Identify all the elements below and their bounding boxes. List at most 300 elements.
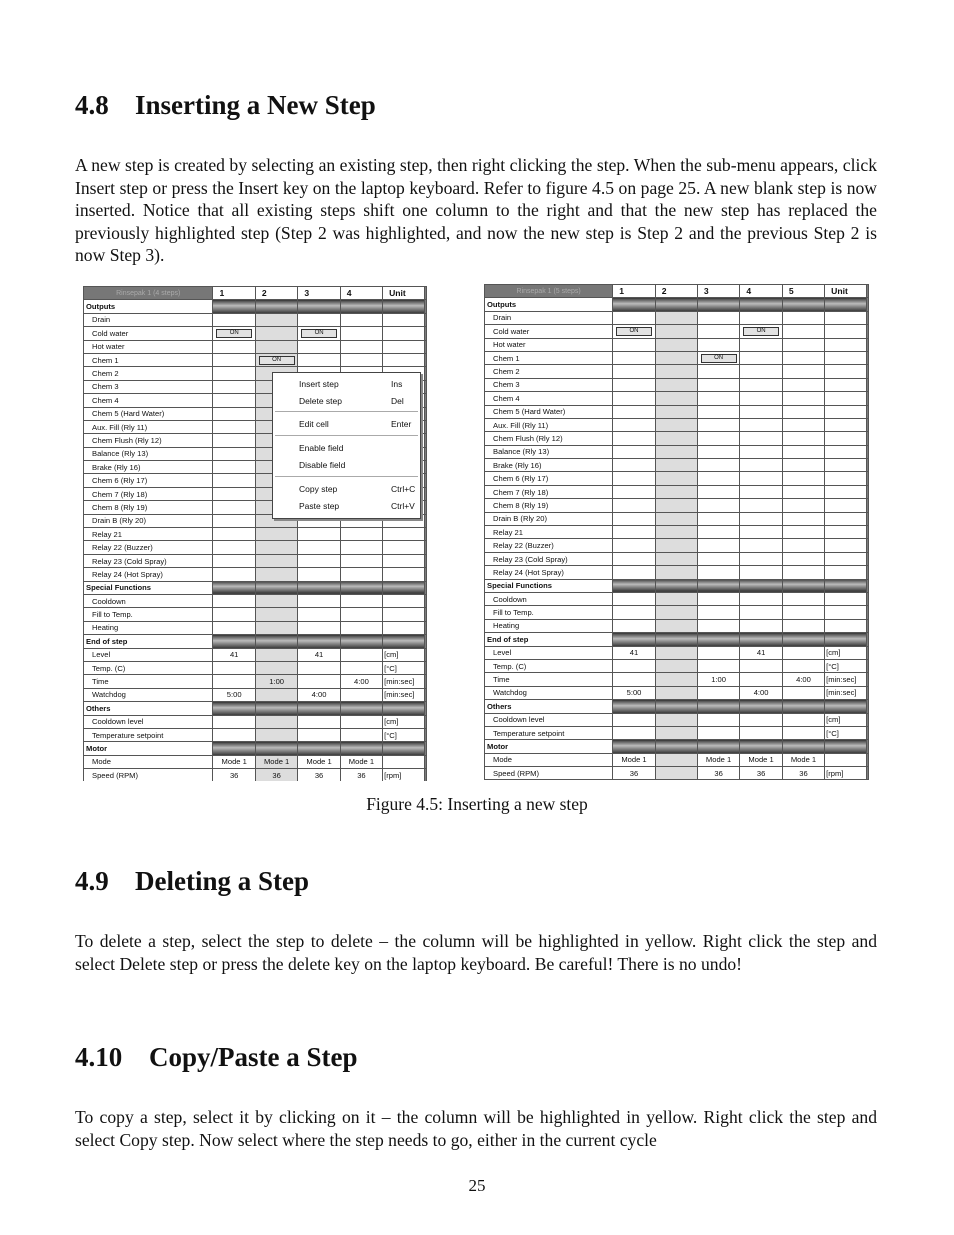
step-cell[interactable]: Mode 1 [298, 755, 340, 768]
unit-cell: [cm] [825, 713, 867, 726]
step-cell[interactable] [298, 353, 340, 366]
step-cell[interactable] [213, 487, 255, 500]
step-cell[interactable] [782, 405, 824, 418]
step-cell[interactable] [613, 499, 656, 512]
step-cell[interactable] [613, 606, 656, 619]
step-cell[interactable] [740, 432, 783, 445]
grid-row [485, 512, 869, 525]
step-cell[interactable] [255, 327, 297, 340]
step-cell[interactable] [740, 311, 783, 324]
step-cell[interactable] [255, 594, 297, 607]
step-cell[interactable] [697, 646, 740, 659]
step-cell[interactable] [740, 552, 783, 565]
step-cell[interactable] [613, 405, 656, 418]
step-cell[interactable] [213, 568, 255, 581]
step-cell[interactable] [697, 512, 740, 525]
step-cell[interactable] [697, 713, 740, 726]
section-bar [213, 581, 255, 594]
step-cell[interactable] [740, 418, 783, 431]
step-cell[interactable] [298, 728, 340, 741]
step-cell[interactable] [697, 472, 740, 485]
step-cell[interactable]: 5:00 [213, 688, 255, 701]
step-cell[interactable] [340, 340, 382, 353]
step-cell[interactable] [613, 619, 656, 632]
unit-cell: [rpm] [383, 769, 425, 781]
row-label: Relay 22 (Buzzer) [84, 541, 213, 554]
step-cell[interactable]: 41 [298, 648, 340, 661]
step-cell[interactable] [340, 621, 382, 634]
scroll-gradient [424, 447, 426, 460]
step-cell[interactable] [613, 592, 656, 605]
step-cell[interactable] [655, 619, 697, 632]
step-cell[interactable] [255, 648, 297, 661]
step-column-header[interactable]: 4 [740, 285, 783, 298]
on-toggle[interactable]: ON [701, 354, 737, 363]
step-cell[interactable] [697, 552, 740, 565]
step-cell[interactable] [655, 485, 697, 498]
step-cell[interactable]: Mode 1 [740, 753, 783, 766]
on-toggle[interactable]: ON [216, 329, 252, 338]
row-label: Chem 2 [84, 367, 213, 380]
step-cell[interactable] [655, 378, 697, 391]
step-cell[interactable] [213, 514, 255, 527]
step-cell[interactable] [655, 659, 697, 672]
step-cell[interactable] [255, 541, 297, 554]
step-cell[interactable] [213, 420, 255, 433]
step-cell[interactable] [213, 380, 255, 393]
scroll-gradient [866, 633, 868, 646]
step-cell[interactable] [213, 474, 255, 487]
scroll-gradient [866, 726, 868, 739]
step-cell[interactable] [740, 619, 783, 632]
step-cell[interactable] [740, 592, 783, 605]
step-cell[interactable] [782, 526, 824, 539]
step-cell[interactable] [298, 608, 340, 621]
step-cell[interactable]: 4:00 [298, 688, 340, 701]
step-cell[interactable] [782, 726, 824, 739]
step-cell[interactable]: 1:00 [697, 673, 740, 686]
step-cell[interactable] [740, 445, 783, 458]
context-menu-item[interactable] [273, 483, 420, 495]
context-menu-item[interactable] [273, 500, 420, 512]
step-cell[interactable] [655, 673, 697, 686]
step-cell[interactable] [782, 432, 824, 445]
step-cell[interactable] [213, 541, 255, 554]
step-cell[interactable] [740, 485, 783, 498]
step-cell[interactable] [697, 619, 740, 632]
step-cell[interactable] [613, 539, 656, 552]
step-cell[interactable] [298, 528, 340, 541]
step-cell[interactable] [655, 539, 697, 552]
step-cell[interactable] [613, 325, 656, 338]
step-cell[interactable] [697, 445, 740, 458]
step-cell[interactable] [255, 728, 297, 741]
step-cell[interactable] [213, 353, 255, 366]
step-column-header[interactable]: 5 [782, 285, 824, 298]
step-cell[interactable]: 36 [213, 769, 255, 781]
step-cell[interactable] [782, 686, 824, 699]
step-cell[interactable] [298, 554, 340, 567]
step-cell[interactable] [740, 726, 783, 739]
step-cell[interactable] [655, 418, 697, 431]
context-menu-item[interactable] [273, 442, 420, 454]
on-toggle[interactable]: ON [301, 329, 337, 338]
step-cell[interactable] [255, 608, 297, 621]
step-cell[interactable] [782, 338, 824, 351]
step-column-header[interactable]: 1 [213, 287, 255, 300]
context-menu-item[interactable] [273, 459, 420, 471]
step-cell[interactable] [655, 499, 697, 512]
step-cell[interactable] [782, 351, 824, 364]
step-cell[interactable] [782, 485, 824, 498]
step-cell[interactable] [655, 472, 697, 485]
step-cell[interactable] [655, 445, 697, 458]
step-cell[interactable] [213, 528, 255, 541]
step-cell[interactable] [213, 728, 255, 741]
step-cell[interactable] [697, 726, 740, 739]
step-cell[interactable] [255, 661, 297, 674]
section-label: Motor [485, 740, 613, 753]
step-cell[interactable] [655, 311, 697, 324]
step-cell[interactable] [213, 434, 255, 447]
step-cell[interactable] [782, 713, 824, 726]
step-cell[interactable] [613, 713, 656, 726]
step-cell[interactable] [613, 311, 656, 324]
step-cell[interactable] [613, 459, 656, 472]
step-cell[interactable]: 4:00 [740, 686, 783, 699]
step-cell[interactable] [255, 353, 297, 366]
step-cell[interactable] [740, 351, 783, 364]
step-cell[interactable] [298, 340, 340, 353]
grid-row [84, 300, 427, 313]
step-cell[interactable] [213, 394, 255, 407]
step-cell[interactable] [740, 365, 783, 378]
step-cell[interactable]: 5:00 [613, 686, 656, 699]
step-cell[interactable] [740, 392, 783, 405]
step-cell[interactable] [213, 367, 255, 380]
step-cell[interactable] [340, 327, 382, 340]
step-cell[interactable] [655, 392, 697, 405]
step-cell[interactable] [613, 418, 656, 431]
step-cell[interactable] [782, 325, 824, 338]
step-cell[interactable] [697, 432, 740, 445]
step-cell[interactable]: 36 [340, 769, 382, 781]
step-cell[interactable] [782, 378, 824, 391]
step-cell[interactable] [613, 365, 656, 378]
step-cell[interactable]: 36 [697, 767, 740, 780]
step-cell[interactable] [740, 606, 783, 619]
section-bar [655, 740, 697, 753]
step-cell[interactable] [697, 659, 740, 672]
section-bar [613, 298, 656, 311]
step-cell[interactable] [213, 461, 255, 474]
section-bar [213, 635, 255, 648]
step-cell[interactable] [697, 378, 740, 391]
step-cell[interactable] [340, 313, 382, 326]
step-cell[interactable] [340, 528, 382, 541]
step-cell[interactable] [782, 445, 824, 458]
step-cell[interactable] [782, 365, 824, 378]
step-cell[interactable] [697, 566, 740, 579]
scroll-gradient [866, 378, 868, 391]
step-cell[interactable] [213, 407, 255, 420]
step-cell[interactable] [255, 554, 297, 567]
step-cell[interactable] [298, 313, 340, 326]
step-cell[interactable] [697, 526, 740, 539]
step-cell[interactable] [740, 512, 783, 525]
step-cell[interactable] [340, 568, 382, 581]
step-cell[interactable] [697, 499, 740, 512]
step-cell[interactable]: 36 [782, 767, 824, 780]
step-cell[interactable] [740, 338, 783, 351]
step-column-header[interactable]: 2 [255, 287, 297, 300]
step-cell[interactable] [655, 351, 697, 364]
step-cell[interactable] [298, 621, 340, 634]
step-cell[interactable] [655, 646, 697, 659]
step-cell[interactable] [255, 715, 297, 728]
step-cell[interactable] [782, 459, 824, 472]
step-cell[interactable] [213, 313, 255, 326]
step-cell[interactable] [213, 675, 255, 688]
step-cell[interactable] [213, 715, 255, 728]
step-cell[interactable] [213, 447, 255, 460]
scroll-gradient [424, 554, 426, 567]
step-cell[interactable] [213, 621, 255, 634]
step-cell[interactable] [613, 726, 656, 739]
step-cell[interactable] [782, 592, 824, 605]
step-cell[interactable] [613, 485, 656, 498]
step-cell[interactable] [613, 378, 656, 391]
step-cell[interactable] [782, 392, 824, 405]
step-cell[interactable] [740, 405, 783, 418]
step-cell[interactable] [613, 392, 656, 405]
step-cell[interactable] [697, 351, 740, 364]
step-cell[interactable] [782, 606, 824, 619]
step-cell[interactable] [655, 726, 697, 739]
step-cell[interactable] [782, 552, 824, 565]
step-cell[interactable] [655, 405, 697, 418]
step-cell[interactable] [740, 499, 783, 512]
step-cell[interactable] [213, 608, 255, 621]
step-cell[interactable]: 4:00 [782, 673, 824, 686]
step-cell[interactable] [298, 568, 340, 581]
row-label: Fill to Temp. [84, 608, 213, 621]
step-cell[interactable]: 36 [298, 769, 340, 781]
step-cell[interactable] [782, 418, 824, 431]
step-cell[interactable] [740, 459, 783, 472]
step-cell[interactable] [340, 541, 382, 554]
step-cell[interactable] [613, 526, 656, 539]
step-cell[interactable] [697, 539, 740, 552]
step-cell[interactable] [655, 767, 697, 780]
step-cell[interactable]: Mode 1 [255, 755, 297, 768]
step-cell[interactable] [740, 539, 783, 552]
step-cell[interactable] [697, 592, 740, 605]
step-cell[interactable]: 1:00 [255, 675, 297, 688]
step-cell[interactable]: Mode 1 [613, 753, 656, 766]
step-cell[interactable] [740, 659, 783, 672]
step-cell[interactable] [697, 459, 740, 472]
step-cell[interactable] [740, 566, 783, 579]
step-cell[interactable]: Mode 1 [782, 753, 824, 766]
step-cell[interactable] [655, 713, 697, 726]
scroll-gradient [866, 659, 868, 672]
step-cell[interactable] [298, 715, 340, 728]
step-cell[interactable] [255, 313, 297, 326]
step-column-header[interactable]: 3 [697, 285, 740, 298]
step-cell[interactable] [740, 713, 783, 726]
menu-separator [275, 476, 418, 477]
step-cell[interactable] [213, 554, 255, 567]
step-cell[interactable] [255, 528, 297, 541]
step-cell[interactable] [655, 566, 697, 579]
step-cell[interactable] [340, 688, 382, 701]
step-cell[interactable] [340, 608, 382, 621]
step-cell[interactable] [298, 541, 340, 554]
section-bar [340, 581, 382, 594]
step-cell[interactable] [340, 594, 382, 607]
step-cell[interactable] [697, 338, 740, 351]
step-cell[interactable]: Mode 1 [697, 753, 740, 766]
step-cell[interactable] [298, 327, 340, 340]
step-cell[interactable] [613, 351, 656, 364]
step-cell[interactable]: 41 [213, 648, 255, 661]
scroll-gradient [866, 338, 868, 351]
on-toggle[interactable]: ON [743, 327, 779, 336]
step-cell[interactable] [782, 566, 824, 579]
step-cell[interactable] [613, 566, 656, 579]
step-cell[interactable] [340, 648, 382, 661]
step-cell[interactable] [613, 338, 656, 351]
step-cell[interactable]: 36 [255, 769, 297, 781]
step-cell[interactable] [697, 686, 740, 699]
step-cell[interactable]: 41 [613, 646, 656, 659]
step-column-header[interactable]: 4 [340, 287, 382, 300]
step-cell[interactable]: Mode 1 [213, 755, 255, 768]
step-cell[interactable] [697, 606, 740, 619]
step-cell[interactable] [213, 661, 255, 674]
step-cell[interactable] [655, 526, 697, 539]
step-cell[interactable] [655, 325, 697, 338]
step-cell[interactable] [740, 472, 783, 485]
scroll-gradient [866, 713, 868, 726]
menu-separator [275, 411, 418, 412]
scroll-gradient [866, 325, 868, 338]
step-cell[interactable] [697, 418, 740, 431]
section-bar [782, 298, 824, 311]
step-cell[interactable] [697, 365, 740, 378]
step-cell[interactable] [255, 340, 297, 353]
step-cell[interactable] [613, 552, 656, 565]
step-cell[interactable] [613, 673, 656, 686]
step-cell[interactable] [340, 715, 382, 728]
step-cell[interactable] [298, 675, 340, 688]
context-menu-item[interactable] [273, 395, 420, 407]
step-column-header[interactable]: 1 [613, 285, 656, 298]
step-cell[interactable] [340, 661, 382, 674]
step-cell[interactable] [697, 392, 740, 405]
step-cell[interactable]: 36 [613, 767, 656, 780]
row-label: Heating [485, 619, 613, 632]
step-cell[interactable] [213, 501, 255, 514]
step-cell[interactable] [782, 646, 824, 659]
step-cell[interactable] [613, 512, 656, 525]
step-cell[interactable] [340, 554, 382, 567]
step-cell[interactable]: Mode 1 [340, 755, 382, 768]
step-cell[interactable] [613, 432, 656, 445]
context-menu-item[interactable] [273, 418, 420, 430]
step-cell[interactable]: 36 [740, 767, 783, 780]
on-toggle[interactable]: ON [259, 356, 295, 365]
step-cell[interactable]: 4:00 [340, 675, 382, 688]
step-cell[interactable] [655, 365, 697, 378]
step-cell[interactable] [782, 472, 824, 485]
step-cell[interactable] [655, 512, 697, 525]
step-column-header[interactable]: 2 [655, 285, 697, 298]
step-cell[interactable] [697, 485, 740, 498]
step-cell[interactable] [782, 659, 824, 672]
step-cell[interactable] [298, 594, 340, 607]
step-cell[interactable] [782, 311, 824, 324]
step-cell[interactable] [782, 619, 824, 632]
step-cell[interactable] [298, 661, 340, 674]
step-cell[interactable] [697, 405, 740, 418]
unit-cell [825, 392, 867, 405]
step-cell[interactable] [740, 526, 783, 539]
step-cell[interactable] [655, 338, 697, 351]
step-cell[interactable] [697, 325, 740, 338]
step-cell[interactable] [613, 445, 656, 458]
step-cell[interactable] [613, 472, 656, 485]
grid-row [84, 581, 427, 594]
step-cell[interactable] [697, 311, 740, 324]
grid-row [485, 633, 869, 646]
step-cell[interactable] [213, 327, 255, 340]
step-cell[interactable] [340, 728, 382, 741]
step-cell[interactable] [655, 686, 697, 699]
step-cell[interactable] [213, 340, 255, 353]
on-toggle[interactable]: ON [616, 327, 652, 336]
step-cell[interactable] [655, 552, 697, 565]
step-cell[interactable] [740, 378, 783, 391]
grid-row [84, 528, 427, 541]
step-cell[interactable]: 41 [740, 646, 783, 659]
step-cell[interactable] [255, 568, 297, 581]
step-cell[interactable] [340, 353, 382, 366]
step-cell[interactable] [655, 753, 697, 766]
step-cell[interactable] [255, 688, 297, 701]
step-cell[interactable] [655, 432, 697, 445]
row-label: Chem 6 (Rly 17) [84, 474, 213, 487]
section-bar [825, 740, 867, 753]
step-cell[interactable] [740, 673, 783, 686]
step-cell[interactable] [782, 512, 824, 525]
step-cell[interactable] [782, 499, 824, 512]
step-cell[interactable] [740, 325, 783, 338]
section-bar [740, 579, 783, 592]
step-cell[interactable] [213, 594, 255, 607]
step-cell[interactable] [782, 539, 824, 552]
step-cell[interactable] [655, 592, 697, 605]
step-cell[interactable] [655, 459, 697, 472]
unit-cell [825, 539, 867, 552]
step-column-header[interactable]: 3 [298, 287, 340, 300]
context-menu-item[interactable] [273, 378, 420, 390]
step-cell[interactable] [613, 659, 656, 672]
row-label: Temp. (C) [84, 661, 213, 674]
step-cell[interactable] [255, 621, 297, 634]
step-cell[interactable] [655, 606, 697, 619]
